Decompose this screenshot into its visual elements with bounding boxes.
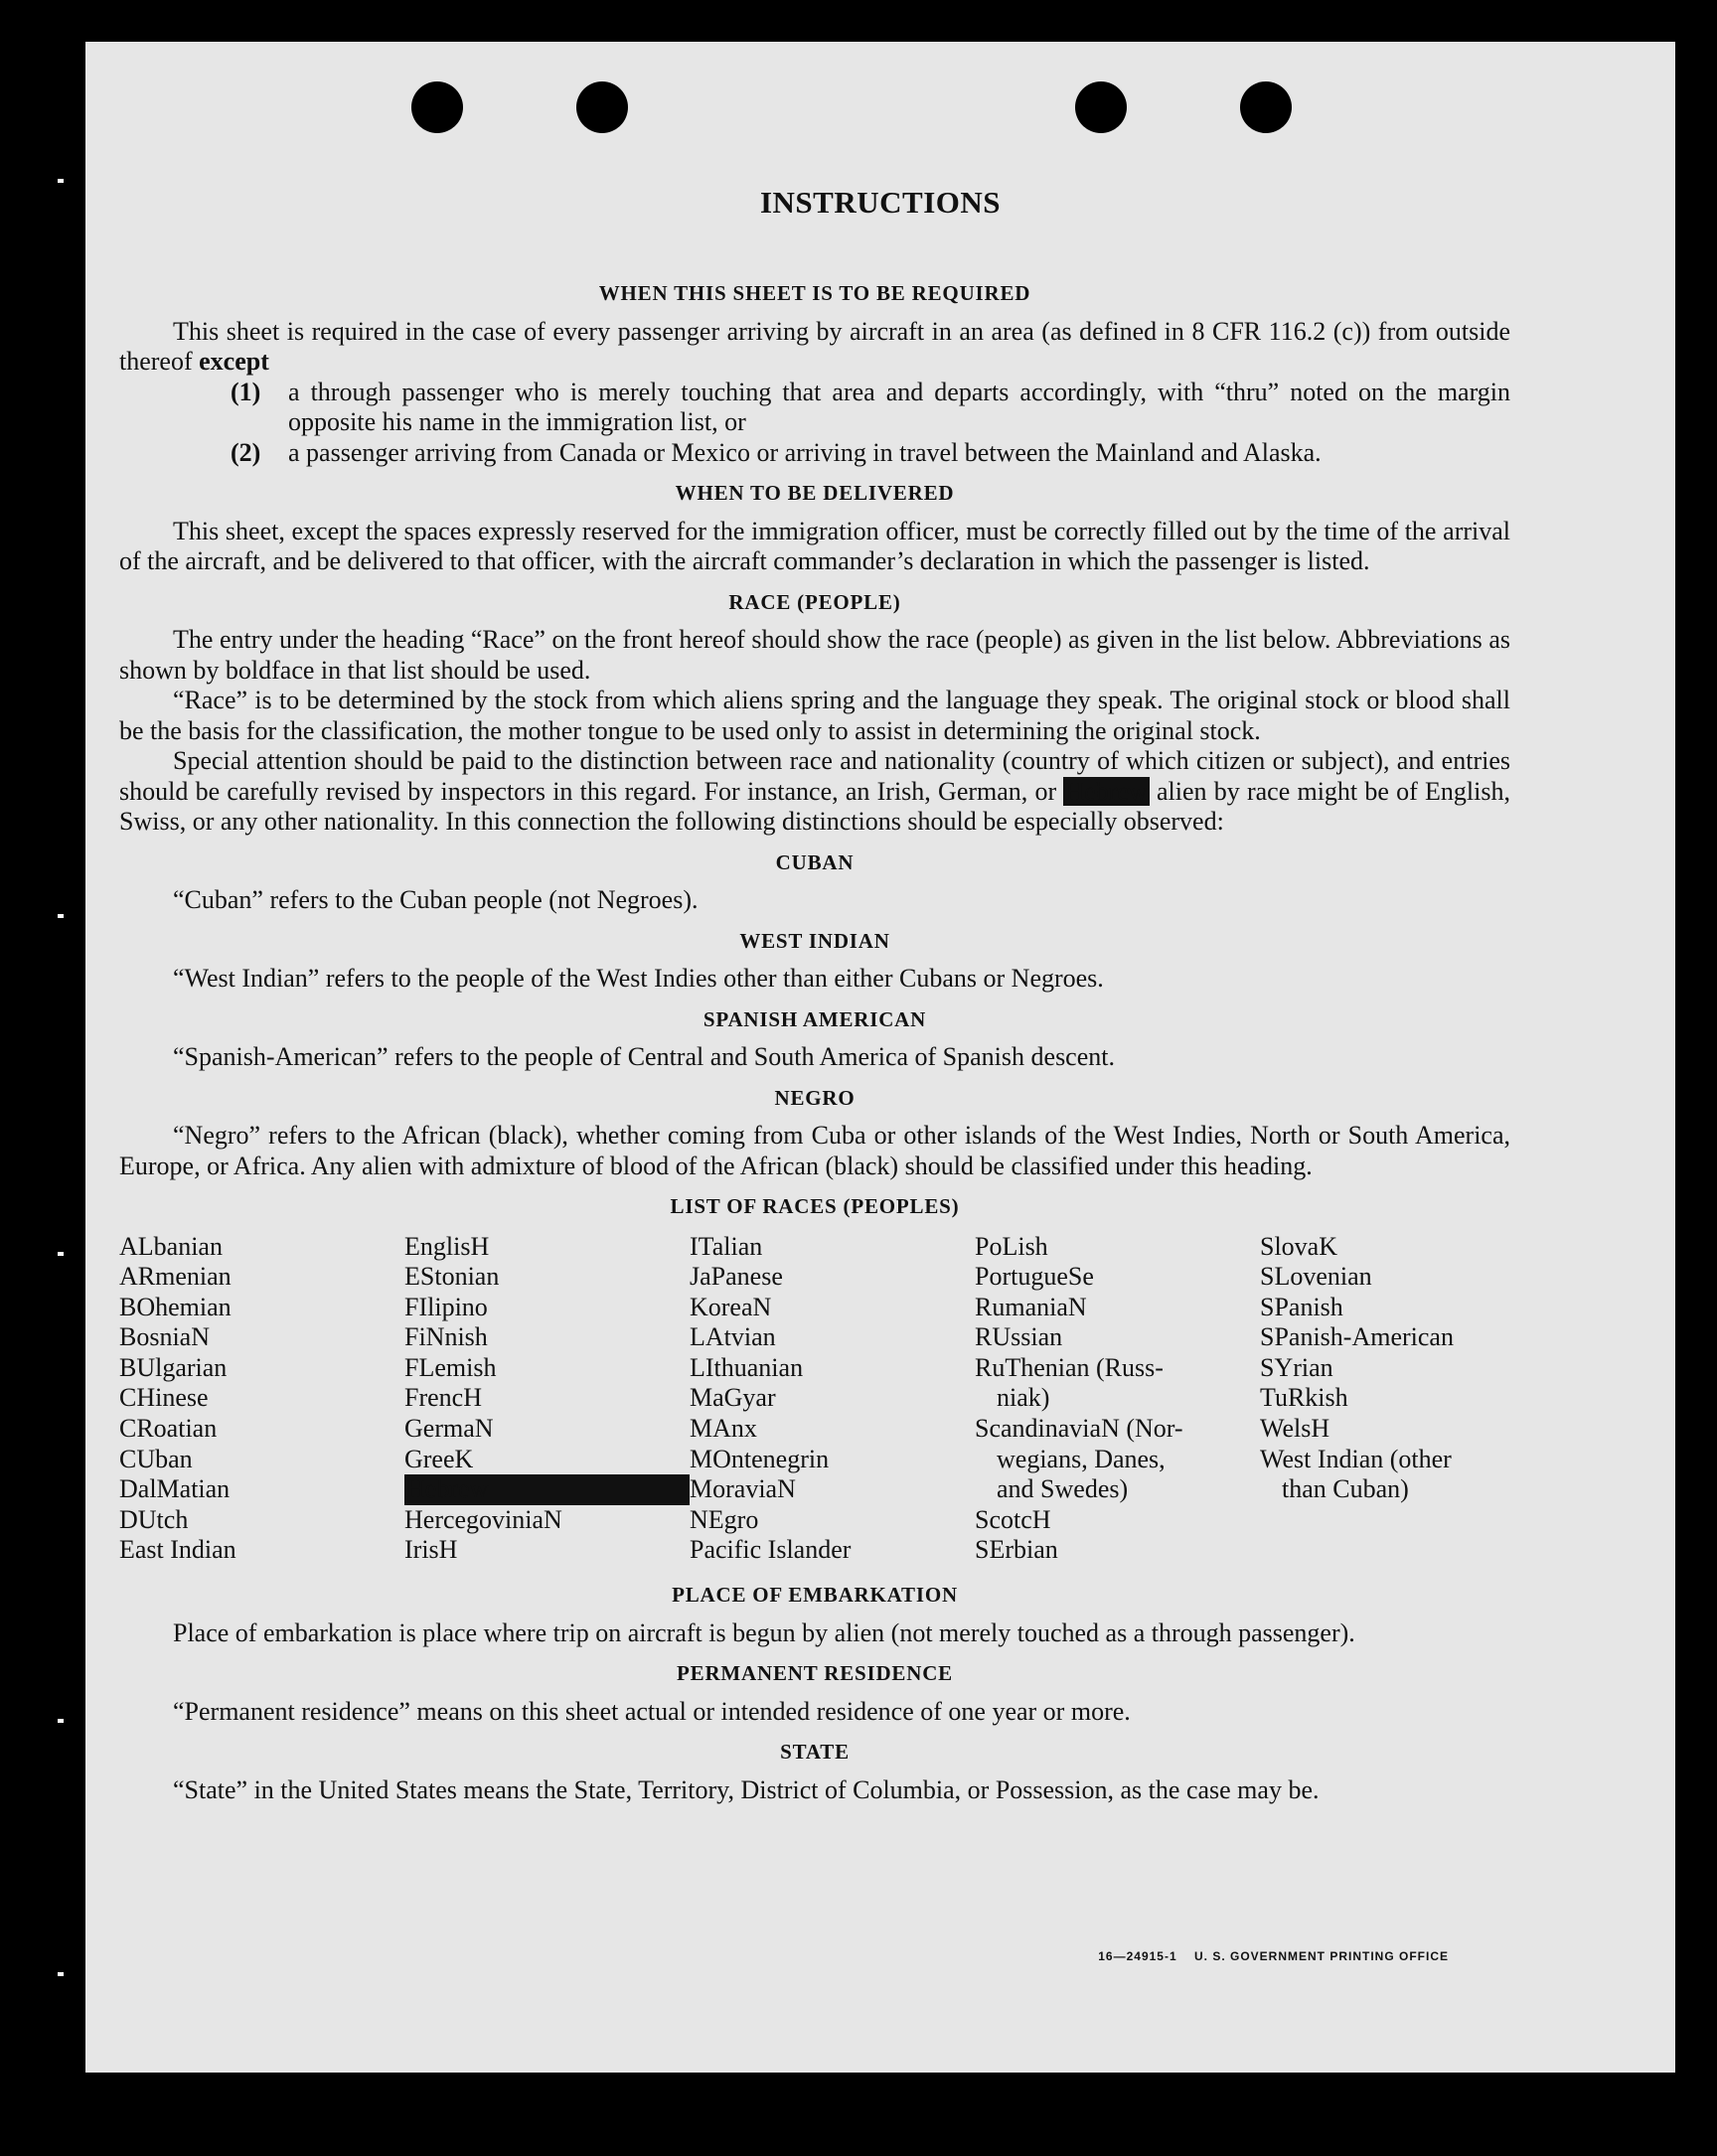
section-heading-residence: PERMANENT RESIDENCE: [677, 1661, 953, 1686]
scan-speck: [58, 914, 64, 918]
race-entry: SPanish-American: [1260, 1322, 1454, 1352]
race-entry: FLemish: [404, 1352, 497, 1382]
race-entry: ITalian: [690, 1231, 763, 1261]
section-heading-required: WHEN THIS SHEET IS TO BE REQUIRED: [598, 281, 1031, 305]
race-entry: DUtch: [119, 1504, 189, 1534]
race-entry: West Indian (other: [1260, 1444, 1452, 1473]
document-page: [85, 42, 1675, 2073]
race-entry: MAnx: [690, 1414, 757, 1444]
race-entry: EnglisH: [404, 1231, 490, 1261]
race-entry: FrencH: [404, 1383, 482, 1413]
punch-hole: [1240, 81, 1292, 133]
race-entry: BOhemian: [119, 1292, 232, 1321]
state-text: “State” in the United States means the State, Territory, District of Columbia, or Possession, as the case may be.: [173, 1774, 1320, 1804]
race-entry: SlovaK: [1260, 1231, 1337, 1261]
race-entry: PoLish: [975, 1231, 1048, 1261]
punch-hole: [1075, 81, 1127, 133]
scan-speck: [58, 1252, 64, 1256]
race-entry: NEgro: [690, 1504, 759, 1534]
race-entry: SPanish: [1260, 1292, 1343, 1321]
section-heading-cuban: CUBAN: [775, 849, 855, 874]
race-entry: LIthuanian: [690, 1352, 804, 1382]
cuban-text: “Cuban” refers to the Cuban people (not Negroes).: [173, 885, 699, 914]
races-column: [404, 1232, 690, 1567]
race-entry: ScotcH: [975, 1504, 1051, 1534]
race-entry: EStonian: [404, 1262, 500, 1292]
race-entry: SYrian: [1260, 1352, 1333, 1382]
race-entry: RUssian: [975, 1322, 1063, 1352]
race-entry: KoreaN: [690, 1292, 772, 1321]
race-entry: WelsH: [1260, 1414, 1330, 1444]
race-entry: GreeK: [404, 1444, 474, 1473]
section-heading-embarkation: PLACE OF EMBARKATION: [672, 1583, 958, 1608]
race-entry: wegians, Danes,: [997, 1444, 1166, 1473]
scan-speck: [58, 1972, 64, 1976]
race-entry: CHinese: [119, 1383, 209, 1413]
race-entry: PortugueSe: [975, 1262, 1094, 1292]
race-paragraph-3: Special attention should be paid to the distinction between race and nationality (country of which citizen or subject), and entries should be carefully revised by inspectors in this regard. For instance, an Irish, German, or Hebrew alien by race might be of English, Swiss, or any other nationality. In this connection the following distinctions should be especially observed:: [119, 746, 1511, 836]
race-entry: HercegoviniaN: [404, 1504, 562, 1534]
exception-item: (1) a through passenger who is merely touching that area and departs accordingly, with “thru” noted on the margin opposite his name in the immigration list, or: [231, 377, 1510, 436]
race-entry: MaGyar: [690, 1383, 776, 1413]
page-title: INSTRUCTIONS: [759, 185, 1001, 220]
races-list: [119, 1232, 1510, 1567]
race-entry: than Cuban): [1282, 1474, 1409, 1504]
instructions-body: [119, 268, 1510, 1805]
races-column: [119, 1232, 404, 1567]
race-entry: ScandinaviaN (Nor-: [975, 1414, 1183, 1444]
race-entry: FIlipino: [404, 1292, 488, 1321]
races-column: [1260, 1232, 1545, 1567]
west-indian-text: “West Indian” refers to the people of the West Indies other than either Cubans or Negroes.: [173, 964, 1104, 993]
redaction-mark: Hebrew: [1065, 776, 1148, 806]
embarkation-text: Place of embarkation is place where trip on aircraft is begun by alien (not merely touched as a through passenger).: [173, 1617, 1355, 1647]
race-entry: LAtvian: [690, 1322, 776, 1352]
race-entry: MOntenegrin: [690, 1444, 830, 1473]
spanish-american-text: “Spanish-American” refers to the people of Central and South America of Spanish descent.: [173, 1042, 1115, 1071]
section-heading-delivered: WHEN TO BE DELIVERED: [675, 481, 955, 505]
race-entry: and Swedes): [997, 1474, 1129, 1504]
race-entry: MoraviaN: [690, 1474, 796, 1504]
races-column: [690, 1232, 975, 1567]
required-intro: This sheet is required in the case of every passenger arriving by aircraft in an area (as defined in 8 CFR 116.2 (c)) from outside thereof except: [119, 316, 1510, 376]
residence-text: “Permanent residence” means on this sheet actual or intended residence of one year or more.: [173, 1696, 1131, 1726]
race-entry: BUlgarian: [119, 1352, 228, 1382]
exception-item: (2) a passenger arriving from Canada or Mexico or arriving in travel between the Mainland and Alaska.: [231, 437, 1322, 467]
scan-speck: [58, 179, 64, 183]
print-code: 16—24915-1 U. S. GOVERNMENT PRINTING OFFICE: [1098, 1949, 1449, 1963]
delivered-text: This sheet, except the spaces expressly reserved for the immigration officer, must be correctly filled out by the time of the arrival of the aircraft, and be delivered to that officer, with the aircraft commander’s declaration in which the passenger is listed.: [119, 516, 1510, 575]
race-entry: JaPanese: [690, 1262, 783, 1292]
race-entry: Hebrew: [404, 1474, 690, 1505]
section-heading-race: RACE (PEOPLE): [728, 589, 901, 614]
section-heading-negro: NEGRO: [774, 1085, 856, 1110]
punch-hole: [576, 81, 628, 133]
races-column: [975, 1232, 1260, 1567]
section-heading-spanish-american: SPANISH AMERICAN: [702, 1006, 927, 1031]
race-entry: DalMatian: [119, 1474, 231, 1504]
race-entry: RuThenian (Russ-: [975, 1352, 1164, 1382]
section-heading-state: STATE: [780, 1740, 850, 1765]
race-entry: RumaniaN: [975, 1292, 1087, 1321]
race-entry: Pacific Islander: [690, 1535, 852, 1565]
race-entry: SLovenian: [1260, 1262, 1372, 1292]
race-entry: GermaN: [404, 1414, 494, 1444]
scan-speck: [58, 1719, 64, 1723]
section-heading-races-list: LIST OF RACES (PEOPLES): [670, 1194, 960, 1218]
race-entry: East Indian: [119, 1535, 236, 1565]
race-paragraph-2: “Race” is to be determined by the stock from which aliens spring and the language they speak. The original stock or blood shall be the basis for the classification, the mother tongue to be used only to assist in determining the original stock.: [119, 686, 1510, 745]
race-entry: IrisH: [404, 1535, 458, 1565]
race-entry: ARmenian: [119, 1262, 232, 1292]
punch-hole: [411, 81, 463, 133]
race-entry: ALbanian: [119, 1231, 223, 1261]
race-entry: SErbian: [975, 1535, 1058, 1565]
race-entry: BosniaN: [119, 1322, 210, 1352]
race-entry: CUban: [119, 1444, 193, 1473]
race-entry: TuRkish: [1260, 1383, 1348, 1413]
negro-text: “Negro” refers to the African (black), whether coming from Cuba or other islands of the West Indies, North or South America, Europe, or Africa. Any alien with admixture of blood of the African (black) should be classified under this heading.: [119, 1121, 1510, 1180]
race-paragraph-1: The entry under the heading “Race” on the front hereof should show the race (people) as given in the list below. Abbreviations as shown by boldface in that list should be used.: [119, 625, 1510, 685]
race-entry: FiNnish: [404, 1322, 488, 1352]
section-heading-west-indian: WEST INDIAN: [739, 928, 890, 953]
race-entry: niak): [997, 1383, 1050, 1413]
race-entry: CRoatian: [119, 1414, 218, 1444]
